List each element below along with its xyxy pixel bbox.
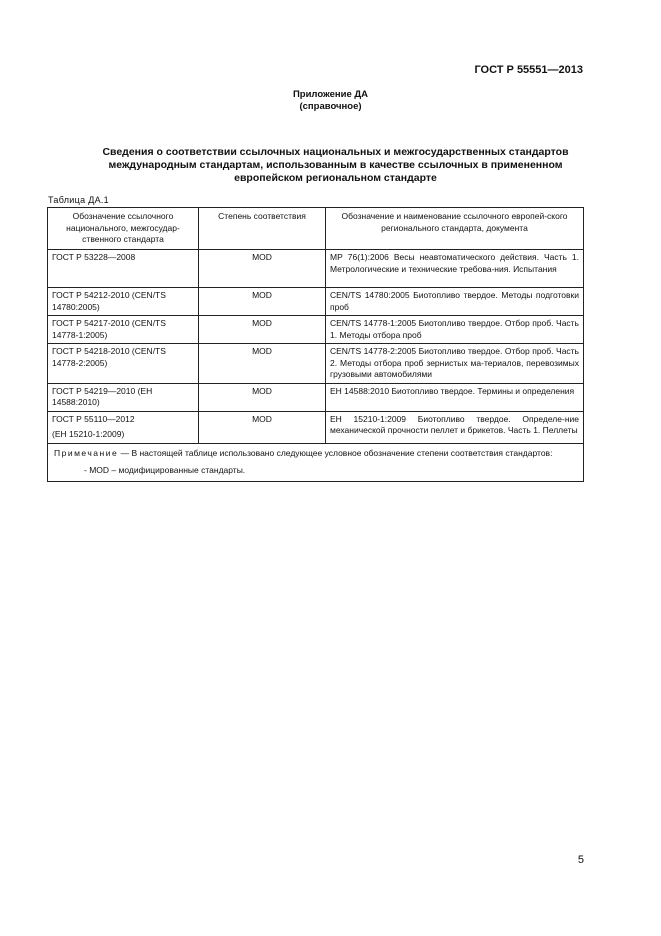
standard-cell: [48, 411, 199, 443]
column-header: Обозначение и наименование ссылочного европей-ского регионального стандарта, документа: [326, 208, 584, 250]
annex-title: Приложение ДА: [292, 89, 369, 100]
annex-title-block: [0, 89, 661, 113]
reference-cell: CEN/TS 14778-2:2005 Биотопливо твердое. Отбор проб. Часть 2. Методы отбора проб зернистых ма-териалов, перевозимых грузовыми автомобилями: [326, 344, 584, 384]
degree-cell: MOD: [199, 383, 326, 411]
table-row: [48, 411, 584, 443]
annex-subtitle: (справочное): [299, 101, 362, 112]
degree-cell: MOD: [199, 288, 326, 316]
page-number: 5: [577, 854, 584, 866]
note-item: - MOD – модифицированные стандарты.: [84, 465, 246, 475]
table-caption: Таблица ДА.1: [48, 195, 109, 205]
table-header-row: [48, 208, 584, 250]
table-row: [48, 344, 584, 384]
degree-cell: MOD: [199, 250, 326, 288]
reference-cell: МР 76(1):2006 Весы неавтоматического действия. Часть 1. Метрологические и технические требова-ния. Испытания: [326, 250, 584, 288]
correspondence-table: [47, 207, 584, 482]
standard-cell: ГОСТ Р 54218-2010 (CEN/TS 14778-2:2005): [48, 344, 199, 384]
heading-line: Сведения о соответствии ссылочных национальных и межгосударственных стандартов: [102, 146, 569, 158]
standard-cell: ГОСТ Р 54212-2010 (CEN/TS 14780:2005): [48, 288, 199, 316]
heading-line: международным стандартам, использованным в качестве ссылочных в примененном: [108, 159, 563, 171]
document-code: ГОСТ Р 55551—2013: [474, 64, 583, 76]
reference-cell: CEN/TS 14778-1:2005 Биотопливо твердое. Отбор проб. Часть 1. Методы отбора проб: [326, 316, 584, 344]
table-row: [48, 288, 584, 316]
reference-cell: ЕН 15210-1:2009 Биотопливо твердое. Определе-ние механической прочности пеллет и брикетов. Часть 1. Пеллеты: [326, 411, 584, 443]
column-header: Обозначение ссылочного национального, межгосудар-ственного стандарта: [48, 208, 199, 250]
note-lead: Примечание: [54, 447, 119, 458]
degree-cell: MOD: [199, 316, 326, 344]
standard-designation: ГОСТ Р 55110—2012: [52, 413, 135, 424]
table-note-row: [48, 443, 584, 481]
table-row: [48, 316, 584, 344]
table-note: [48, 443, 584, 481]
table-row: [48, 383, 584, 411]
column-header: Степень соответствия: [199, 208, 326, 250]
degree-cell: MOD: [199, 411, 326, 443]
standard-cell: ГОСТ Р 54219—2010 (ЕН 14588:2010): [48, 383, 199, 411]
standard-cell: ГОСТ Р 54217-2010 (CEN/TS 14778-1:2005): [48, 316, 199, 344]
section-heading: [60, 146, 611, 185]
degree-cell: MOD: [199, 344, 326, 384]
reference-cell: CEN/TS 14780:2005 Биотопливо твердое. Методы подготовки проб: [326, 288, 584, 316]
note-text: — В настоящей таблице использовано следующее условное обозначение степени соответствия стандартов:: [120, 447, 553, 458]
reference-cell: ЕН 14588:2010 Биотопливо твердое. Термины и определения: [326, 383, 584, 411]
heading-line: европейском региональном стандарте: [234, 172, 437, 184]
table-row: [48, 250, 584, 288]
standard-designation-en: (ЕН 15210-1:2009): [52, 429, 125, 439]
standard-cell: ГОСТ Р 53228—2008: [48, 250, 199, 288]
